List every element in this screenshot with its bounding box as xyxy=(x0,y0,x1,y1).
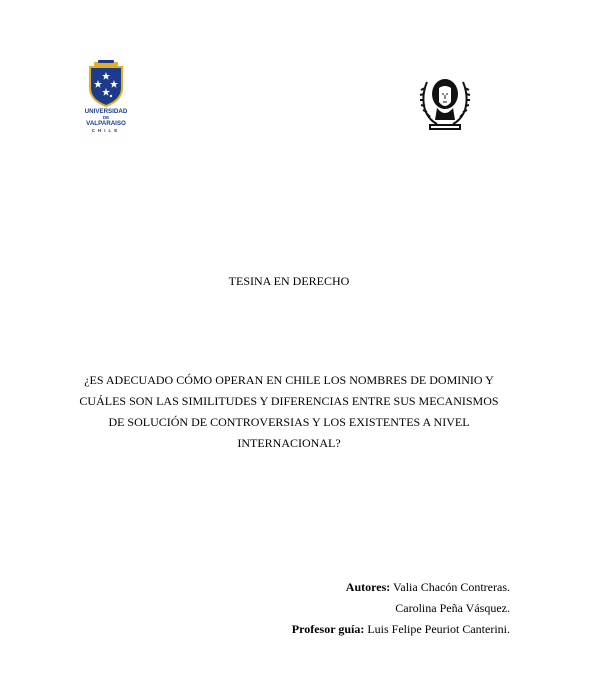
author-1: Valia Chacón Contreras. xyxy=(393,580,510,594)
document-heading: TESINA EN DERECHO xyxy=(228,274,350,288)
university-logo xyxy=(78,60,134,140)
logo-text-valparaiso: VALPARAISO xyxy=(86,120,126,127)
university-shield-icon xyxy=(78,60,134,108)
credits-block xyxy=(292,577,510,640)
classical-bust-icon xyxy=(417,74,473,134)
advisor-name: Luis Felipe Peuriot Canterini. xyxy=(367,622,510,636)
thesis-title: ¿ES ADECUADO CÓMO OPERAN EN CHILE LOS NOMBRES DE DOMINIO Y CUÁLES SON LAS SIMILITUDES Y DIFERENCIAS ENTRE SUS MECANISMOS DE SOLUCIÓN DE CONTROVERSIAS Y LOS EXISTENTES A NIVEL INTERNACIONAL? xyxy=(79,373,499,450)
author-2-row xyxy=(292,598,510,619)
advisor-row xyxy=(292,619,510,640)
logo-text-chile: CHILE xyxy=(91,128,121,133)
authors-row xyxy=(292,577,510,598)
logo-text-de: DE xyxy=(102,115,110,120)
logo-text-universidad: UNIVERSIDAD xyxy=(84,108,128,115)
advisor-label: Profesor guía: xyxy=(291,622,365,636)
authors-label: Autores: xyxy=(345,580,391,594)
faculty-seal-logo xyxy=(417,74,473,134)
author-2: Carolina Peña Vásquez. xyxy=(395,601,510,615)
